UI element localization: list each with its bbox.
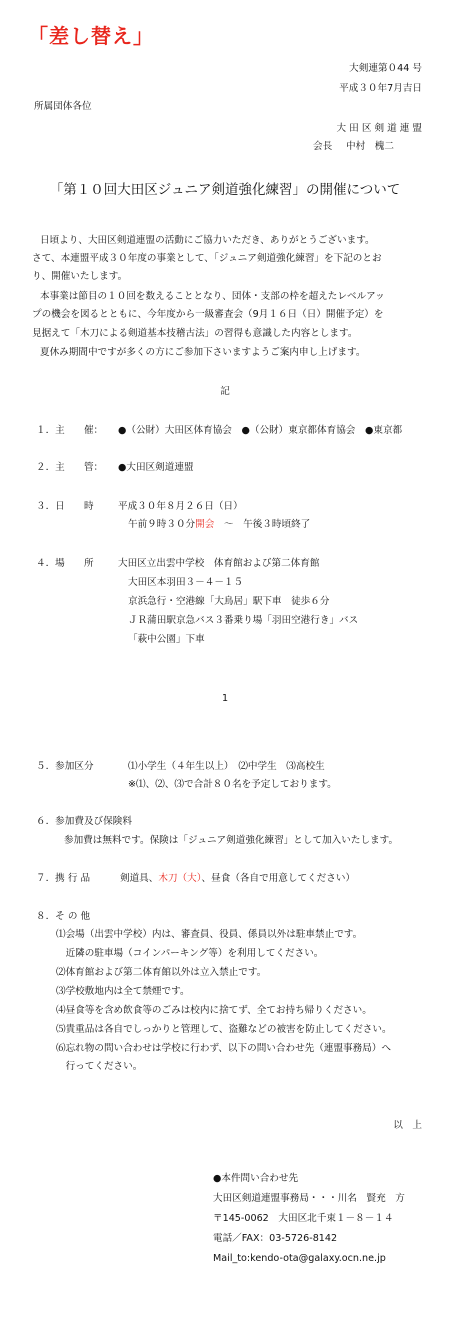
other-line: ⑸貴重品は各自でしっかりと管理して、盗難などの被害を防止してください。 <box>56 1024 392 1035</box>
other-line: 行ってください。 <box>56 1061 143 1072</box>
other-line: ⑹忘れ物の問い合わせは学校に行わず、以下の問い合わせ先（連盟事務局）へ <box>56 1043 392 1054</box>
opening-word: 開会 <box>195 519 215 530</box>
end-time: ～ 午後３時頃終了 <box>214 519 311 530</box>
document-number: 大剣連第０44 号 <box>349 63 422 74</box>
contact-phone: 電話／FAX：03-5726-8142 <box>213 1233 338 1244</box>
other-line: 近隣の駐車場（コインパーキング等）を利用してください。 <box>56 948 324 959</box>
venue-line: 京浜急行・空港線「大鳥居」駅下車 徒歩６分 <box>128 596 330 607</box>
items-to-bring <box>120 870 355 889</box>
bring-lunch: 、昼食（各自で用意してください） <box>201 873 356 884</box>
other-label: ８．そ の 他 <box>36 911 91 922</box>
venue-line: 大田区立出雲中学校 体育館および第二体育館 <box>118 558 320 569</box>
management-label: ２．主 管： <box>36 462 104 473</box>
host-label: １．主 催： <box>36 425 104 436</box>
contact-office: 大田区剣道連盟事務局・・・川名 賢充 方 <box>213 1193 405 1204</box>
ki-heading: 記 <box>220 386 230 397</box>
replacement-stamp: 「差し替え」 <box>28 24 154 48</box>
management-value: ●大田区剣道連盟 <box>118 462 194 473</box>
body-line: さて、本連盟平成３０年度の事業として、「ジュニア剣道強化練習」を下記のとお <box>32 253 382 264</box>
closing-word: 以 上 <box>393 1120 422 1131</box>
document-title: 「第１０回大田区ジュニア剣道強化練習」の開催について <box>49 182 401 198</box>
fee-label: ６．参加費及び保険料 <box>36 816 132 827</box>
bring-equipment: 剣道具、 <box>120 873 159 884</box>
datetime-label: ３．日 時 <box>36 501 94 512</box>
other-line: ⑶学校敷地内は全て禁煙です。 <box>56 986 190 997</box>
category-note: ※⑴、⑵、⑶で合計８０名を予定しております。 <box>128 779 337 790</box>
contact-email: Mail_to:kendo-ota@galaxy.ocn.ne.jp <box>213 1253 386 1264</box>
body-line: り、開催いたします。 <box>32 271 128 282</box>
sender-title: 会長 <box>313 141 333 152</box>
fee-value: 参加費は無料です。保険は「ジュニア剣道強化練習」として加入いたします。 <box>64 835 399 846</box>
body-line: 見据えて「木刀による剣道基本技稽古法」の習得も意識した内容とします。 <box>32 328 358 339</box>
event-date: 平成３０年８月２６日（日） <box>118 501 243 512</box>
contact-address: 〒145-0062 大田区北千束１－８－１４ <box>213 1213 394 1224</box>
body-line: 本事業は節目の１０回を数えることとなり、団体・支部の枠を超えたレベルアッ <box>40 291 385 302</box>
items-to-bring-label: ７．携 行 品 <box>36 873 91 884</box>
sender-organization: 大 田 区 剣 道 連 盟 <box>336 123 422 134</box>
bring-bokuto: 木刀（大） <box>158 873 202 884</box>
page-number: 1 <box>221 693 229 704</box>
event-time <box>128 516 310 535</box>
body-line: 夏休み期間中ですが多くの方にご参加下さいますようご案内申し上げます。 <box>40 347 366 358</box>
host-value: ●（公財）大田区体育協会 ●（公財）東京都体育協会 ●東京都 <box>118 425 403 436</box>
body-line: 日頃より、大田区剣道連盟の活動にご協力いただき、ありがとうございます。 <box>40 235 375 246</box>
category-label: ５．参加区分 <box>36 761 94 772</box>
venue-line: 「萩中公園」下車 <box>128 634 205 645</box>
issue-date: 平成３０年7月吉日 <box>339 83 422 94</box>
start-time: 午前９時３０分 <box>128 519 196 530</box>
venue-line: ＪＲ蒲田駅京急バス３番乗り場「羽田空港行き」バス <box>128 615 359 626</box>
sender-name: 中村 槐二 <box>346 141 394 152</box>
body-line: プの機会を図るとともに、今年度から一級審査会（9月１６日（日）開催予定）を <box>32 309 384 320</box>
venue-line: 大田区本羽田３－４－１５ <box>128 577 244 588</box>
recipient: 所属団体各位 <box>34 101 92 112</box>
venue-label: ４．場 所 <box>36 558 94 569</box>
category-value: ⑴小学生（４年生以上） ⑵中学生 ⑶高校生 <box>128 761 325 772</box>
other-line: ⑵体育館および第二体育館以外は立入禁止です。 <box>56 967 267 978</box>
contact-heading: ●本件問い合わせ先 <box>213 1173 299 1184</box>
other-line: ⑷昼食等を含め飲食等のごみは校内に捨てず、全てお持ち帰りください。 <box>56 1005 372 1016</box>
other-line: ⑴会場（出雲中学校）内は、審査員、役員、係員以外は駐車禁止です。 <box>56 929 363 940</box>
